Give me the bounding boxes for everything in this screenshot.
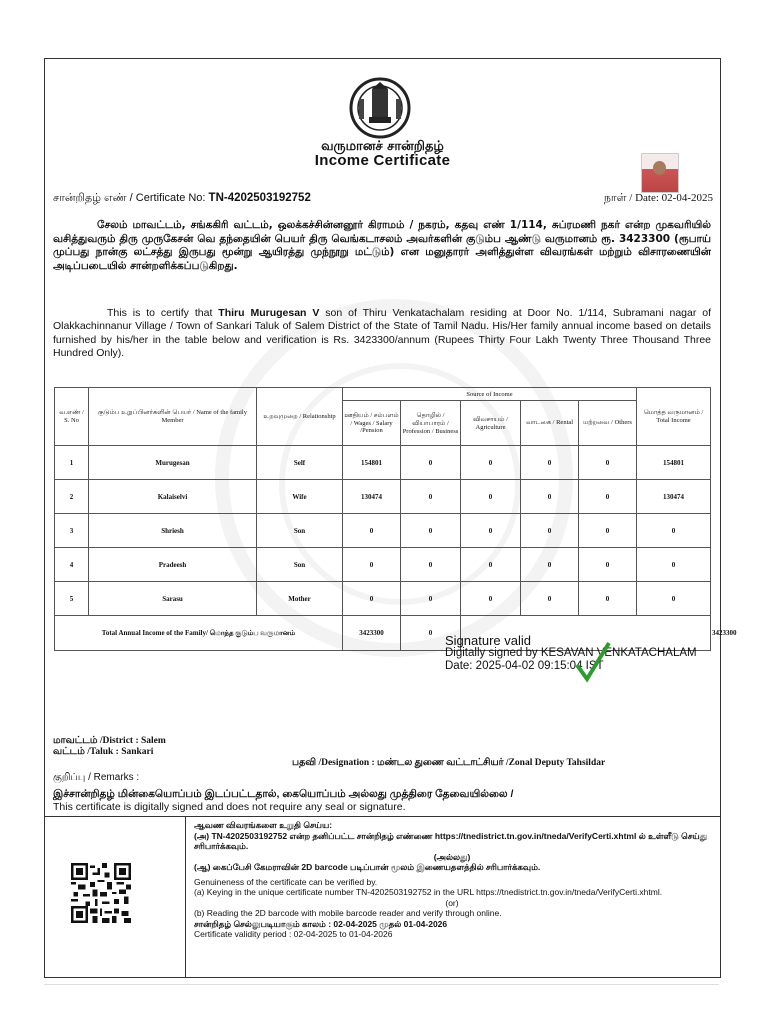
- header-total: மொத்த வருமானம் / Total Income: [637, 388, 711, 446]
- cell-business: 0: [401, 446, 461, 480]
- cell-rental: 0: [521, 514, 579, 548]
- cell-others: 0: [579, 446, 637, 480]
- signature-block: [445, 634, 697, 673]
- verify-b-tamil: (ஆ) கைப்பேசி கேமராவின் 2D barcode படிப்பான் மூலம் இணையதளத்தில் சரிபார்க்கவும்.: [194, 862, 541, 872]
- total-business: 0: [401, 616, 461, 651]
- cell-others: 0: [579, 480, 637, 514]
- cell-total: 154801: [637, 446, 711, 480]
- cell-business: 0: [401, 480, 461, 514]
- cell-wages: 154801: [343, 446, 401, 480]
- cell-name: Shriesh: [89, 514, 257, 548]
- cell-rental: 0: [521, 548, 579, 582]
- table-row: [55, 582, 711, 616]
- cell-business: 0: [401, 514, 461, 548]
- green-checkmark-icon: [573, 639, 613, 684]
- header-agriculture: விவசாயம் / Agriculture: [461, 401, 521, 446]
- table-row: [55, 480, 711, 514]
- cell-wages: 0: [343, 514, 401, 548]
- cell-sno: 5: [55, 582, 89, 616]
- cell-sno: 3: [55, 514, 89, 548]
- cell-name: Kalaiselvi: [89, 480, 257, 514]
- income-table: [54, 387, 737, 651]
- note-tamil: இச்சான்றிதழ் மின்கையொப்பம் இடப்பட்டதால், கையொப்பம் அல்லது முத்திரை தேவையில்லை /: [53, 788, 514, 800]
- cell-rel: Son: [257, 514, 343, 548]
- date-value: 02-04-2025: [661, 192, 713, 204]
- signature-date: Date: 2025-04-02 09:15:04 IST: [445, 660, 604, 672]
- certificate-number: TN-4202503192752: [208, 192, 311, 204]
- applicant-photo: [641, 153, 679, 193]
- certificate-date: [604, 192, 713, 206]
- paragraph-english: [53, 307, 711, 361]
- qr-code-icon[interactable]: [71, 863, 131, 923]
- designation: பதவி /Designation : மண்டல துணை வட்டாட்சியர் /Zonal Deputy Tahsildar: [292, 758, 606, 768]
- tamil-nadu-emblem-icon: [345, 77, 415, 139]
- district: மாவட்டம் /District : Salem: [53, 736, 166, 746]
- verify-a-tamil: (அ) TN-4202503192752 என்ற தனிப்பட்ட சான்றிதழ் எண்ணை https://tnedistrict.tn.gov.in/tneda/VerifyCerti.xhtml ல் உள்ளீடு செய்து சரிபார்க்கவும்.: [194, 830, 708, 851]
- para-pre: This is to certify that: [107, 307, 219, 319]
- verification-box: [45, 816, 720, 978]
- table-row: [55, 548, 711, 582]
- cell-rental: 0: [521, 480, 579, 514]
- verify-or-english: (or): [445, 897, 459, 908]
- cell-name: Sarasu: [89, 582, 257, 616]
- validity-tamil: சான்றிதழ் செல்லுபடியாகும் காலம் : 02-04-2025 முதல் 01-04-2026: [194, 918, 448, 929]
- cell-sno: 1: [55, 446, 89, 480]
- cell-name: Murugesan: [89, 446, 257, 480]
- cell-rel: Mother: [257, 582, 343, 616]
- note-english: This certificate is digitally signed and does not require any seal or signature.: [53, 800, 406, 813]
- date-label: நாள் / Date:: [603, 192, 659, 204]
- cell-wages: 130474: [343, 480, 401, 514]
- cell-others: 0: [579, 548, 637, 582]
- total-label: Total Annual Income of the Family/ மொத்த குடும்ப வருமானம்: [55, 616, 343, 651]
- verify-or-tamil: (அல்லது): [433, 851, 471, 862]
- remarks: குறிப்பு / Remarks :: [53, 772, 140, 783]
- cell-wages: 0: [343, 548, 401, 582]
- certificate-page: [44, 58, 737, 978]
- cell-others: 0: [579, 514, 637, 548]
- cell-agri: 0: [461, 480, 521, 514]
- cell-agri: 0: [461, 548, 521, 582]
- cell-total: 0: [637, 548, 711, 582]
- cell-rental: 0: [521, 582, 579, 616]
- cell-others: 0: [579, 582, 637, 616]
- validity-english: Certificate validity period : 02-04-2025 to 01-04-2026: [194, 929, 393, 939]
- title-english: Income Certificate: [314, 152, 451, 169]
- cell-sno: 4: [55, 548, 89, 582]
- header-business: தொழில் / வியாபாரம் / Profession / Business: [401, 401, 461, 446]
- verify-b-english: (b) Reading the 2D barcode with mobile barcode reader and verify through online.: [194, 908, 502, 918]
- cell-rental: 0: [521, 446, 579, 480]
- cell-business: 0: [401, 548, 461, 582]
- cell-rel: Wife: [257, 480, 343, 514]
- cell-agri: 0: [461, 446, 521, 480]
- cell-business: 0: [401, 582, 461, 616]
- header-wages: ஊதியம் / சம்பளம் / Wages / Salary /Pension: [343, 401, 401, 446]
- cell-total: 0: [637, 514, 711, 548]
- header-name: குடும்ப உறுப்பினர்களின் பெயர் / Name of the family Member: [89, 388, 257, 446]
- applicant-name: Thiru Murugesan V: [218, 307, 320, 319]
- verify-genuine: Genuineness of the certificate can be verified by.: [194, 876, 378, 887]
- cell-total: 0: [637, 582, 711, 616]
- verify-heading-tamil: ஆவண விவரங்களை உறுதி செய்ய:: [194, 820, 333, 830]
- taluk: வட்டம் /Taluk : Sankari: [53, 747, 154, 757]
- cell-wages: 0: [343, 582, 401, 616]
- cell-agri: 0: [461, 514, 521, 548]
- cell-rel: Self: [257, 446, 343, 480]
- title-tamil: வருமானச் சான்றிதழ்: [321, 139, 444, 154]
- certificate-number-row: [53, 192, 713, 206]
- para-post: son of Thiru Venkatachalam residing at Door No. 1/114, Subramani nagar of Olakkachinnanur Village / Town of Sankari Taluk of Salem District of the State of Tamil Nadu. His/Her family annual income based on details furnished by his/her in the table below and verification is Rs. 3423300/annum (Rupees Thirty Four Lakh Twenty Three Thousand Three Hundred Only).: [53, 307, 712, 360]
- cell-rel: Son: [257, 548, 343, 582]
- certificate-no-label: சான்றிதழ் எண் / Certificate No:: [53, 192, 206, 204]
- cell-total: 130474: [637, 480, 711, 514]
- cell-sno: 2: [55, 480, 89, 514]
- page-divider: [44, 984, 719, 985]
- header-rental: வாடகை / Rental: [521, 401, 579, 446]
- office-details: [53, 736, 166, 758]
- verification-instructions: [185, 817, 718, 978]
- total-wages: 3423300: [343, 616, 401, 651]
- verify-a-english: (a) Keying in the unique certificate number TN-4202503192752 in the URL https://tnedistrict.tn.gov.in/tneda/VerifyCerti.xhtml.: [194, 887, 663, 897]
- signature-status: Signature valid: [445, 633, 531, 648]
- digital-signature-note: [53, 788, 713, 813]
- signed-by: Digitally signed by KESAVAN VENKATACHALAM: [445, 647, 697, 659]
- cell-agri: 0: [461, 582, 521, 616]
- table-row: [55, 514, 711, 548]
- header-source: Source of Income: [343, 388, 637, 401]
- table-row: [55, 446, 711, 480]
- header-sno: வ.எண் / S. No: [55, 388, 89, 446]
- header-relationship: உறவுமுறை / Relationship: [257, 388, 343, 446]
- income-table-body: [55, 446, 737, 651]
- total-row: Total Annual Income of the Family/ மொத்த குடும்ப வருமானம் 3423300 0 3423300: [55, 616, 711, 651]
- cell-name: Pradeesh: [89, 548, 257, 582]
- paragraph-tamil: சேலம் மாவட்டம், சங்ககிரி வட்டம், ஒலக்கச்சின்னனூர் கிராமம் / நகரம், கதவு எண் 1/114, சுப்ரமணி நகர் என்ற முகவரியில் வசித்துவரும் திரு முருகேசன் வெ தந்தையின் பெயர் திரு வெங்கடாசலம் அவர்களின் குடும்ப ஆண்டு வருமானம் ரூ. 3423300 (ரூபாய் முப்பது நான்கு லட்சத்து இருபது மூன்று ஆயிரத்து முந்நூறு மட்டும்) என மனுதாரர் அளித்துள்ள விவரங்கள் மற்றும் விசாரணையின் அடிப்படையில் சான்றளிக்கப்படுகிறது.: [53, 219, 711, 272]
- header-others: மற்றவை / Others: [579, 401, 637, 446]
